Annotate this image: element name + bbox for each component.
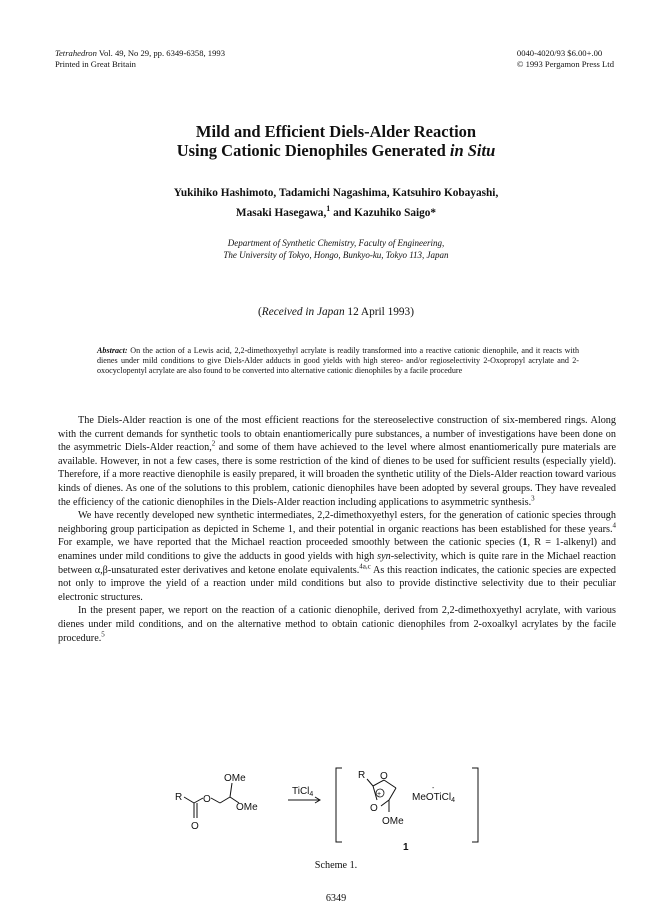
affiliation-line-2: The University of Tokyo, Hongo, Bunkyo-ku, Tokyo 113, Japan xyxy=(223,250,449,260)
authors-line-2 xyxy=(0,201,672,221)
bond-ch2-ch xyxy=(220,797,230,803)
left-carbonyl-o: O xyxy=(191,821,199,832)
bond-ch-ome-top xyxy=(230,783,232,797)
compound-number: 1 xyxy=(403,842,409,852)
reagent-name: TiCl xyxy=(292,786,310,797)
journal-citation xyxy=(55,48,225,70)
bond-c-o xyxy=(194,798,203,803)
title-line-2 xyxy=(0,141,672,160)
p2-text-b: For example, we have reported that the Michael reaction proceeded smoothly between the cationic species ( xyxy=(58,537,523,549)
ref-4: 4 xyxy=(612,521,616,530)
title-line-1: Mild and Efficient Diels-Alder Reaction xyxy=(195,122,477,141)
p2-text-e: As this reaction indicates, the cationic species are expected not only to improve the yield of a reaction under mild conditions but also to provide distinctive selectivity due to their peculiar electronic structures. xyxy=(58,564,616,603)
authors-line-1: Yukihiko Hashimoto, Tadamichi Nagashima, Katsuhiro Kobayashi, xyxy=(173,187,499,199)
bond-r-c xyxy=(184,797,194,803)
ref-4ac: 4a,c xyxy=(359,562,371,571)
abstract-label: Abstract: xyxy=(97,346,128,355)
price-code: 0040-4020/93 $6.00+.00 xyxy=(516,48,603,58)
counterion-subscript: 4 xyxy=(451,797,455,804)
ref-5: 5 xyxy=(101,630,105,639)
scheme-1-drawing xyxy=(170,762,510,852)
author-saigo: and Kazuhiko Saigo* xyxy=(330,206,437,219)
received-label: Received in Japan xyxy=(261,306,345,318)
bond-r-cplus xyxy=(367,779,373,786)
bond-ch-o-ring xyxy=(381,800,389,806)
affiliation-line-1: Department of Synthetic Chemistry, Faculty of Engineering, xyxy=(227,238,445,248)
scheme-caption: Scheme 1. xyxy=(314,860,358,871)
left-r-label: R xyxy=(175,792,183,803)
author-hasegawa: Masaki Hasegawa, xyxy=(235,206,327,219)
author-list xyxy=(0,185,672,221)
p2-text-a: We have recently developed new synthetic intermediates, 2,2-dimethoxyethyl esters, for the generation of cationic species through neighboring group participation as depicted in Scheme 1, and their potential in organic reactions has been established for these years. xyxy=(58,510,616,535)
body-text xyxy=(58,414,616,645)
p3-text-a: In the present paper, we report on the reaction of a cationic dienophile, derived from 2,2-dimethoxyethyl acrylate, with various dienes under mild conditions, and on the alternative method to obtain cationic dienophiles from 2-oxoalkyl acrylates by the facile procedure. xyxy=(58,605,616,644)
counterion-label xyxy=(412,792,455,804)
reagent-subscript: 4 xyxy=(309,791,314,798)
price-copyright xyxy=(517,48,614,70)
counterion-name: MeOTiCl xyxy=(412,792,452,803)
title-line-2-text: Using Cationic Dienophiles Generated xyxy=(176,141,450,160)
bond-o-ch2 xyxy=(211,798,220,803)
journal-volume: Vol. 49, No 29, pp. 6349-6358, 1993 xyxy=(96,48,225,58)
received-date-value: 12 April 1993) xyxy=(344,306,414,318)
copyright: © 1993 Pergamon Press Ltd xyxy=(516,59,614,69)
p2-text-c: , R = 1-alkenyl) and enamines under mild conditions to give the adducts in good yields with high xyxy=(58,537,616,562)
p2-text-d: -selectivity, which is quite rare in the Michael reaction between α,β-unsaturated ester derivatives and ketone enolate equivalents. xyxy=(58,550,616,576)
abstract xyxy=(97,346,579,377)
ring-o-bottom: O xyxy=(370,803,378,814)
affiliation xyxy=(0,237,672,261)
printed-location: Printed in Great Britain xyxy=(55,59,136,69)
title-italic: in Situ xyxy=(449,141,496,160)
scheme-1-figure xyxy=(170,762,510,852)
bracket-right xyxy=(472,768,478,842)
left-ome-top: OMe xyxy=(224,773,246,784)
abstract-text: On the action of a Lewis acid, 2,2-dimethoxyethyl acrylate is readily transformed into a reactive cationic dienophile, and it reacts with dienes under mild conditions to give Diels-Alder adducts in good yields with high stereo- and/or regioselectivity 2-Oxopropyl acrylate and 2-oxocyclopentyl acrylate are also found to be converted into alternative cationic dienophiles by a facile procedure xyxy=(97,346,579,376)
p1-text-a: The Diels-Alder reaction is one of the most efficient reactions for the stereoselective construction of six-membered rings. Along with the current demands for synthetic tools to obtain enantiomerically pure substances, a number of investigations have been done on the asymmetric Diels-Alder reaction, xyxy=(58,415,616,454)
paragraph-3 xyxy=(58,604,616,645)
compound-ref-1: 1 xyxy=(522,537,528,549)
received-date xyxy=(0,306,672,318)
received-open: ( xyxy=(258,306,262,318)
ref-3: 3 xyxy=(531,494,535,503)
paragraph-2 xyxy=(58,509,616,604)
anion-minus-sign: - xyxy=(432,785,435,792)
left-ester-o: O xyxy=(203,794,211,805)
syn-italic: syn xyxy=(377,550,391,562)
cation-plus-sign: + xyxy=(377,791,382,798)
ref-2: 2 xyxy=(211,439,216,448)
paper-title xyxy=(0,122,672,160)
bond-ch2-ch-ring xyxy=(389,788,396,800)
left-ome-bottom: OMe xyxy=(236,802,258,813)
ring-o-top: O xyxy=(380,771,388,782)
journal-name: Tetrahedron xyxy=(55,48,97,58)
reagent-label xyxy=(292,786,313,798)
author-footnote-mark: 1 xyxy=(326,204,331,213)
ring-ome: OMe xyxy=(382,816,404,827)
p1-text-b: and some of them have achieved to the level where almost enantiomerically pure materials are available. However, in not a few cases, there is some restriction of the kind of dienes to be used for sufficient results (especially yield). Therefore, if a more reactive dienophile is easily prepared, it will broaden the synthetic utility of the Diels-Alder reaction toward various kinds of dienes. As one of the solutions to this problem, cationic dienophiles have been adopted by several groups. They have revealed the efficiency of the cationic dienophiles in the Diels-Alder reaction including applications to asymmetric synthesis. xyxy=(58,442,617,508)
page-number: 6349 xyxy=(325,893,347,904)
paragraph-1 xyxy=(58,414,616,509)
bracket-left xyxy=(336,768,342,842)
ring-r-label: R xyxy=(358,770,366,781)
